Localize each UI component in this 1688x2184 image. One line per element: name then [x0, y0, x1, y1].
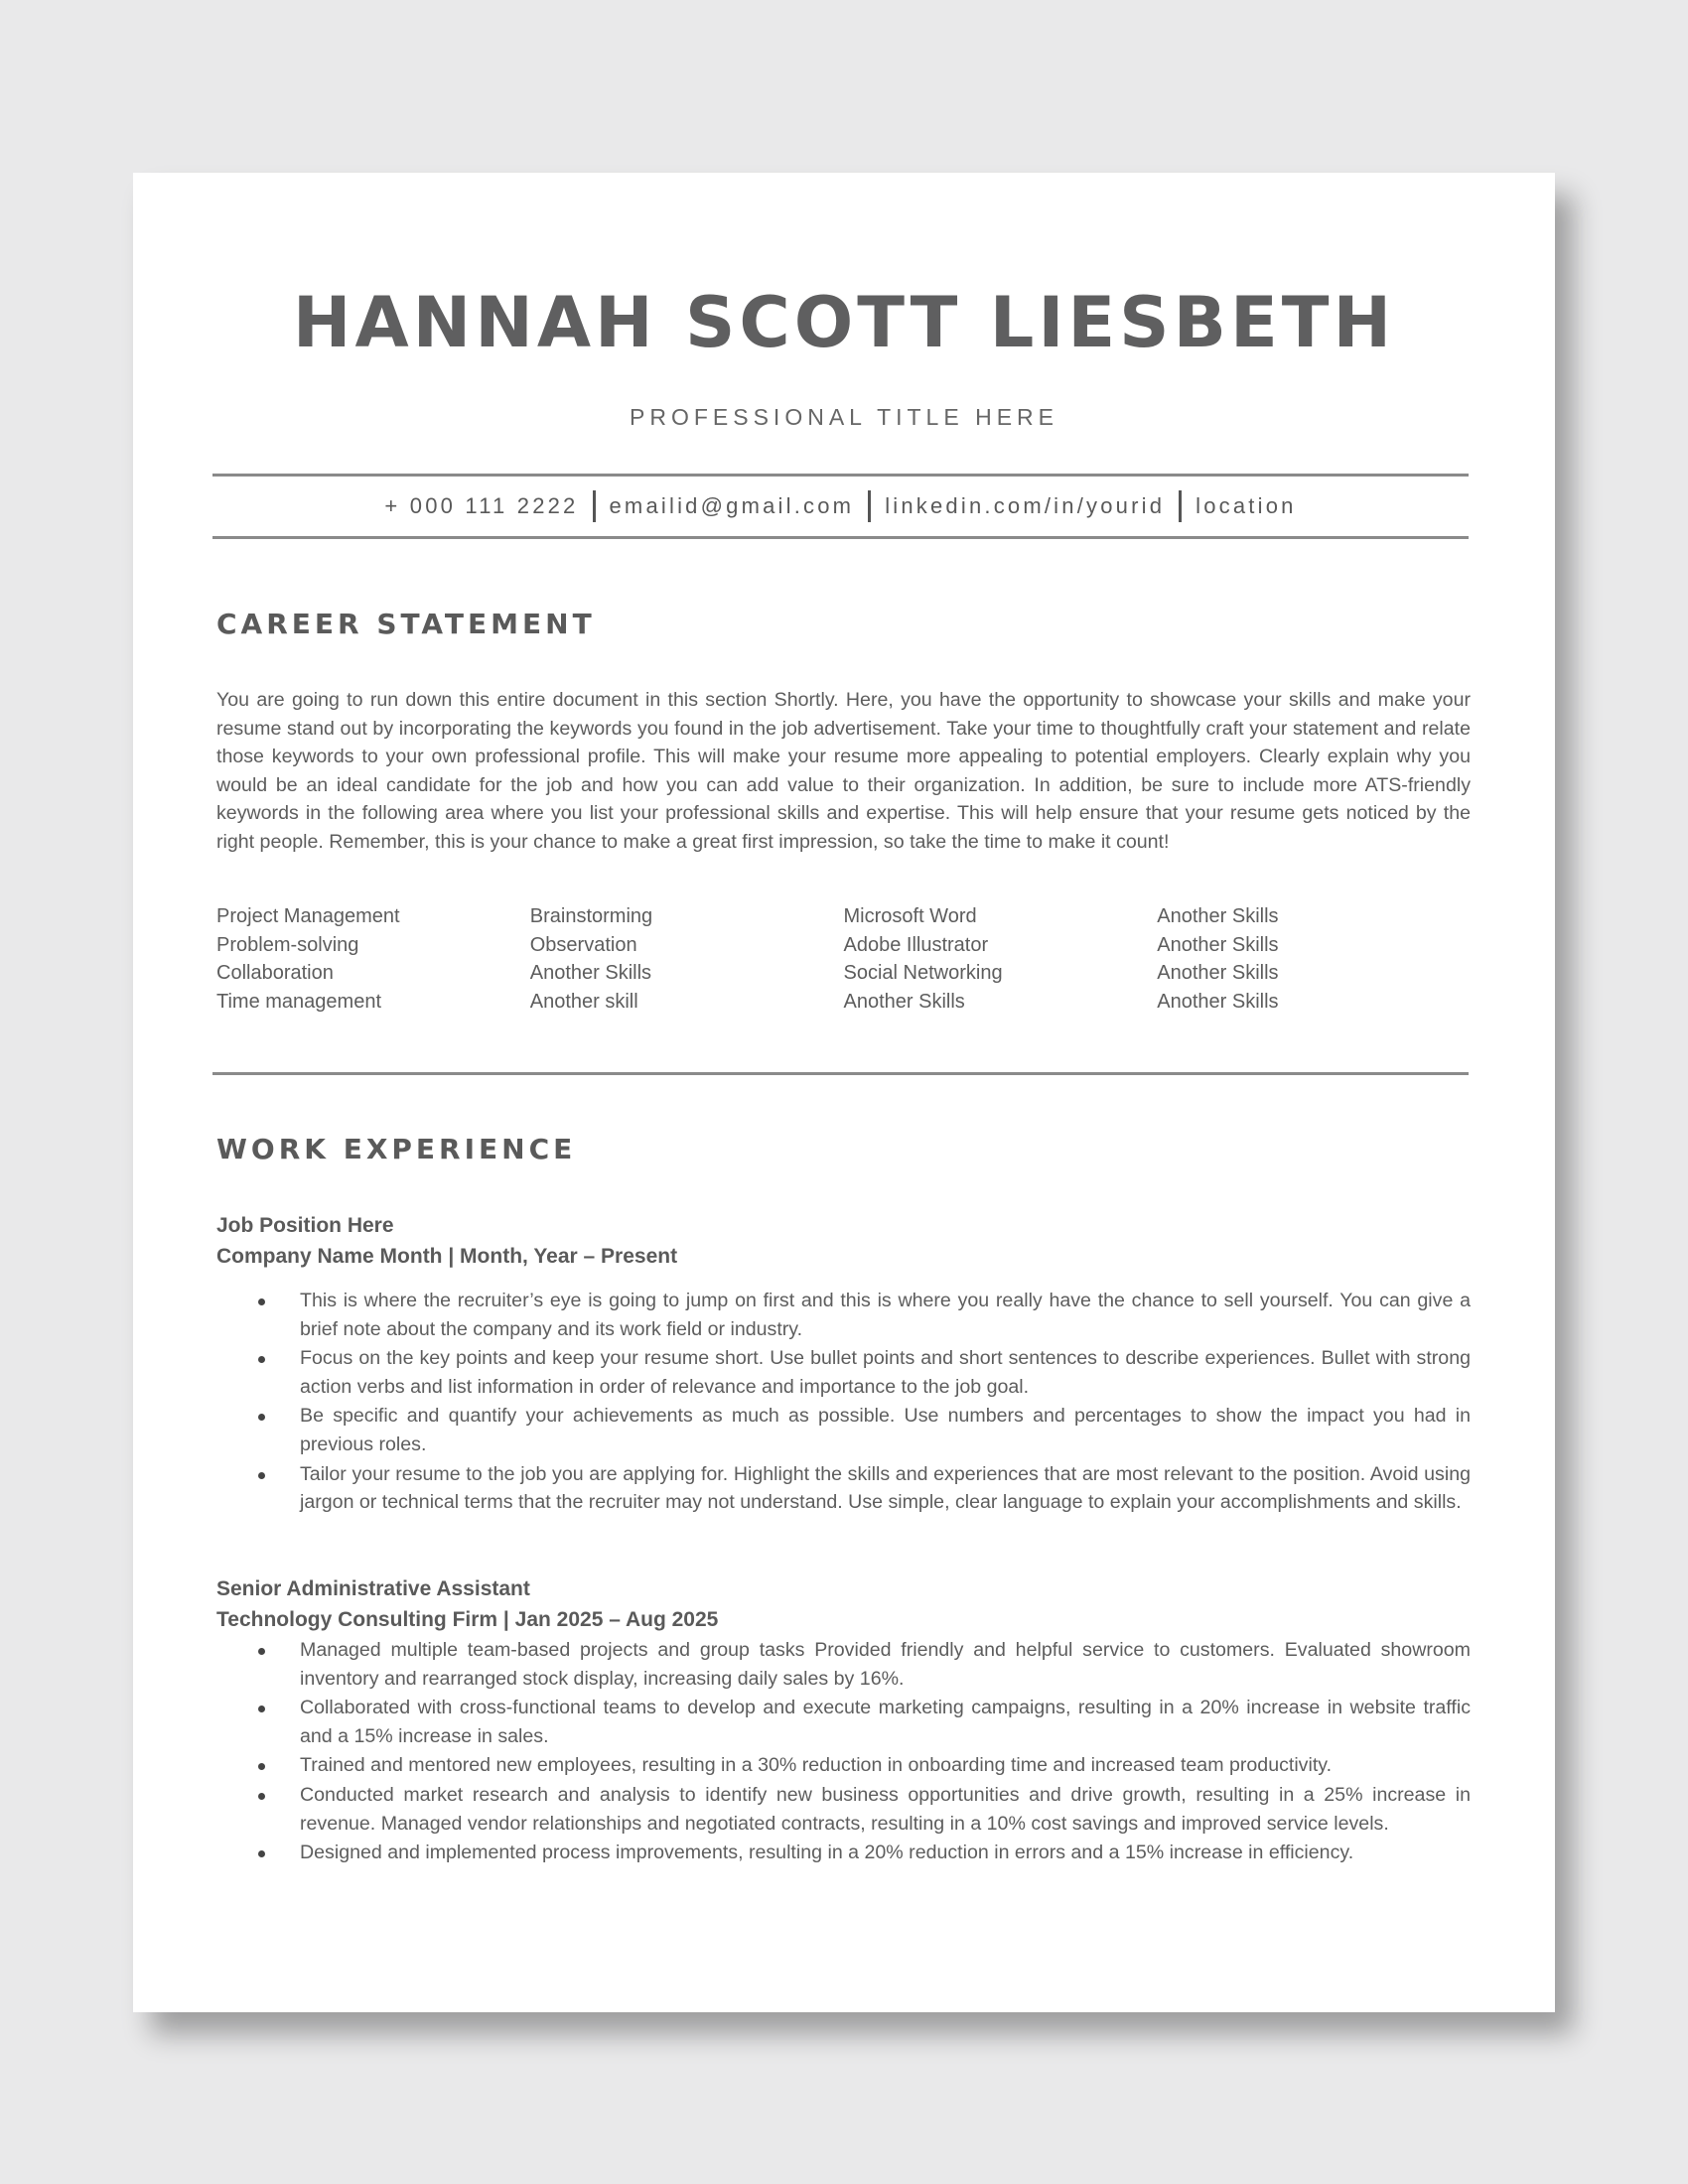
job-bullet — [216, 1344, 1471, 1401]
bullet-dot-icon — [258, 1850, 265, 1857]
skills-grid — [216, 902, 1471, 1016]
candidate-name: HANNAH SCOTT LIESBETH — [292, 282, 1396, 363]
bullet-dot-icon — [258, 1298, 265, 1305]
skill-item: Problem-solving — [216, 933, 359, 956]
skills-column — [216, 902, 530, 1016]
job-bullet-text: Trained and mentored new employees, resulting in a 30% reduction in onboarding time and increased team productivity. — [300, 1754, 1333, 1777]
job-bullet-text: Designed and implemented process improvements, resulting in a 20% reduction in errors and a 15% increase in efficiency. — [300, 1842, 1354, 1864]
work-experience-heading: WORK EXPERIENCE — [216, 1133, 577, 1165]
job-bullet — [216, 1402, 1471, 1458]
job-bullet — [216, 1460, 1471, 1517]
skills-column — [530, 902, 844, 1016]
skill-item: Another Skills — [1157, 933, 1279, 956]
job-entry — [216, 1210, 1471, 1518]
skill-item: Another Skills — [529, 962, 652, 985]
job-bullet — [216, 1781, 1471, 1838]
bullet-dot-icon — [258, 1706, 265, 1712]
skills-column — [844, 902, 1158, 1016]
skill-item: Collaboration — [216, 962, 334, 985]
job-company-dates: Company Name Month | Month, Year – Present — [216, 1245, 678, 1268]
skill-item: Adobe Illustrator — [843, 933, 989, 956]
job-company-dates: Technology Consulting Firm | Jan 2025 – Aug 2025 — [216, 1608, 719, 1631]
contact-email[interactable]: emailid@gmail.com — [609, 493, 855, 518]
job-bullet-list — [216, 1287, 1471, 1517]
job-bullet — [216, 1636, 1471, 1693]
contact-location: location — [1196, 493, 1297, 518]
contact-linkedin[interactable]: linkedin.com/in/yourid — [885, 493, 1166, 518]
job-bullet-text: Tailor your resume to the job you are applying for. Highlight the skills and experiences that are most relevant to the position. Avoid using jargon or technical terms that the recruiter may not understand. Use simple, clear language to explain your accomplishments and skills. — [300, 1462, 1471, 1514]
skill-item: Another Skills — [1157, 990, 1279, 1013]
contact-bar — [212, 474, 1469, 539]
job-position: Job Position Here — [216, 1214, 394, 1237]
bullet-dot-icon — [258, 1472, 265, 1479]
skill-item: Microsoft Word — [843, 905, 977, 927]
skill-item: Time management — [216, 990, 381, 1013]
skill-item: Another Skills — [843, 990, 965, 1013]
job-bullet-text: Conducted market research and analysis to identify new business opportunities and drive growth, resulting in a 25% increase in revenue. Managed vendor relationships and negotiated contracts, resulting in a 10% cost savings and improved service levels. — [300, 1783, 1471, 1835]
skill-item: Another skill — [529, 990, 638, 1013]
skill-item: Project Management — [216, 905, 400, 927]
job-position: Senior Administrative Assistant — [216, 1577, 530, 1600]
skill-item: Another Skills — [1157, 962, 1279, 985]
job-bullet-list — [216, 1636, 1471, 1867]
skill-item: Another Skills — [1157, 905, 1279, 927]
skill-item: Observation — [529, 933, 637, 956]
job-entry — [216, 1573, 1471, 1868]
career-statement-heading: CAREER STATEMENT — [216, 608, 596, 640]
bullet-dot-icon — [258, 1356, 265, 1363]
skill-item: Brainstorming — [529, 905, 653, 927]
bullet-dot-icon — [258, 1414, 265, 1421]
job-bullet — [216, 1287, 1471, 1343]
professional-title: PROFESSIONAL TITLE HERE — [630, 404, 1058, 430]
skills-column — [1157, 902, 1471, 1016]
job-bullet-text: Managed multiple team-based projects and group tasks Provided friendly and helpful service to customers. Evaluated showroom inventory and rearranged stock display, increasing daily sales by 16%. — [300, 1639, 1471, 1690]
job-bullet-text: Collaborated with cross-functional teams to develop and execute marketing campaigns, resulting in a 20% increase in website traffic and a 15% increase in sales. — [300, 1697, 1471, 1747]
skill-item: Social Networking — [843, 962, 1003, 985]
job-bullet — [216, 1751, 1471, 1780]
contact-phone: + 000 111 2222 — [384, 493, 579, 518]
bullet-dot-icon — [258, 1793, 265, 1800]
section-divider — [212, 1072, 1469, 1075]
job-bullet — [216, 1694, 1471, 1750]
bullet-dot-icon — [258, 1648, 265, 1655]
bullet-dot-icon — [258, 1763, 265, 1770]
job-bullet-text: Focus on the key points and keep your resume short. Use bullet points and short sentences to describe experiences. Bullet with strong action verbs and list information in order of relevance and importance to the job goal. — [300, 1347, 1471, 1398]
job-bullet — [216, 1839, 1471, 1867]
job-bullet-text: Be specific and quantify your achievements as much as possible. Use numbers and percentages to show the impact you had in previous roles. — [300, 1405, 1471, 1455]
job-bullet-text: This is where the recruiter’s eye is going to jump on first and this is where you really have the chance to sell yourself. You can give a brief note about the company and its work field or industry. — [300, 1290, 1471, 1340]
resume-page — [133, 173, 1555, 2012]
career-summary: You are going to run down this entire document in this section Shortly. Here, you have the opportunity to showcase your skills and make your resume stand out by incorporating the keywords you found in the job advertisement. Take your time to thoughtfully craft your statement and relate those keywords to your own professional profile. This will make your resume more appealing to potential employers. Clearly explain why you would be an ideal candidate for the job and how you can add value to their organization. In addition, be sure to include more ATS-friendly keywords in the following area where you list your professional skills and expertise. This will help ensure that your resume gets noticed by the right people. Remember, this is your chance to make a great first impression, so take the time to make it count! — [216, 689, 1471, 853]
